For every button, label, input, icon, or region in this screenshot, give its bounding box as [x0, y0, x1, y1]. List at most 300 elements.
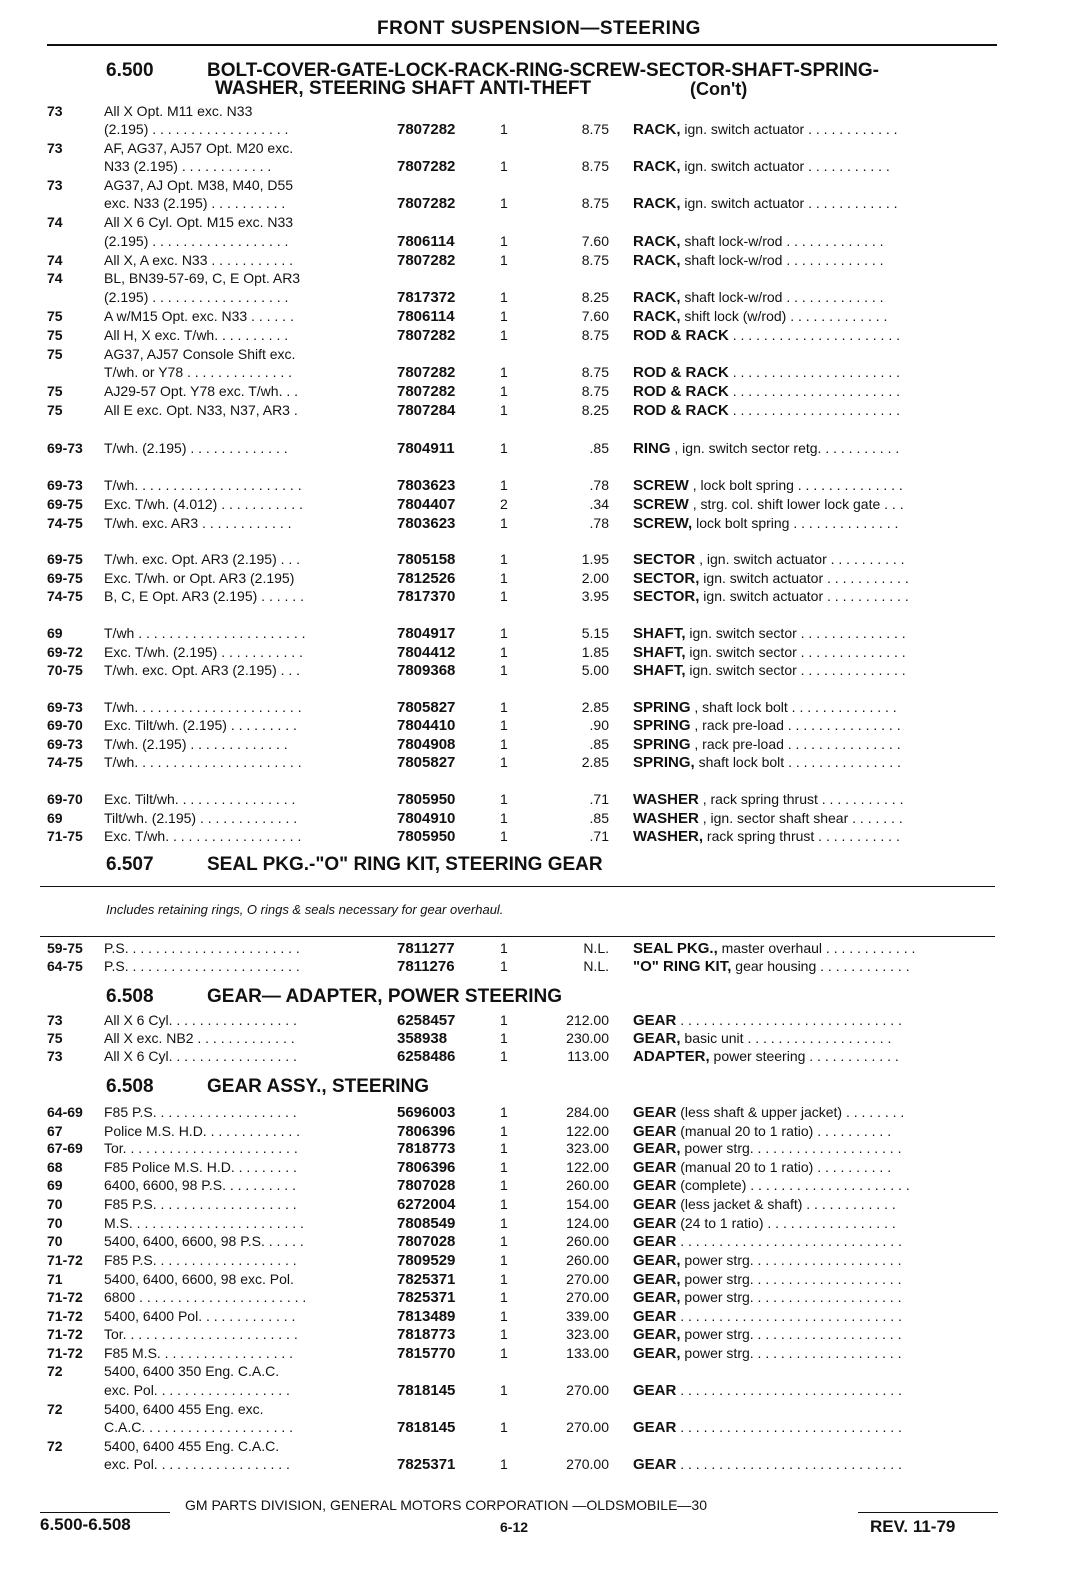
part-name: GEAR — [633, 1177, 677, 1194]
price: .34 — [589, 496, 609, 512]
part-number: 7804412 — [397, 644, 456, 661]
part-description — [633, 550, 905, 569]
model-year: 71-72 — [47, 1308, 83, 1324]
quantity: 1 — [500, 440, 508, 456]
parts-row — [0, 1139, 1078, 1158]
part-number: 7818773 — [397, 1140, 456, 1157]
part-name: GEAR — [633, 1159, 677, 1176]
part-detail: gear housing . . . . . . . . . . . . — [731, 958, 910, 974]
parts-row — [0, 439, 1078, 458]
parts-row — [0, 213, 1078, 232]
price: .90 — [589, 717, 609, 733]
application: (2.195) . . . . . . . . . . . . . . . . . . — [104, 121, 289, 137]
quantity: 1 — [500, 1196, 508, 1212]
quantity: 1 — [500, 383, 508, 399]
parts-row — [0, 307, 1078, 326]
parts-row — [0, 1288, 1078, 1307]
section-number: 6.500 — [106, 60, 154, 81]
model-year: 70 — [47, 1196, 63, 1212]
price: 270.00 — [566, 1289, 609, 1305]
part-detail: . . . . . . . . . . . . . . . . . . . . . . . . . . . . . — [676, 1012, 902, 1028]
part-detail: rack spring thrust . . . . . . . . . . . — [703, 828, 900, 844]
parts-row — [0, 1344, 1078, 1363]
quantity: 1 — [500, 1326, 508, 1342]
application: Exc. T/wh. (2.195) . . . . . . . . . . . — [104, 644, 303, 660]
application: 6400, 6600, 98 P.S. . . . . . . . . . — [104, 1177, 296, 1193]
part-name: SHAFT, — [633, 644, 686, 661]
section-title-line2: WASHER, STEERING SHAFT ANTI-THEFT — [215, 78, 592, 99]
part-number: 7804407 — [397, 496, 456, 513]
part-description — [633, 439, 899, 458]
quantity: 1 — [500, 551, 508, 567]
application: T/wh . . . . . . . . . . . . . . . . . . . . . . — [104, 625, 306, 641]
quantity: 1 — [500, 754, 508, 770]
price: N.L. — [583, 940, 609, 956]
part-detail: . . . . . . . . . . . . . . . . . . . . . . . . . . . . . — [676, 1233, 902, 1249]
application: 5400, 6400 Pol. . . . . . . . . . . . . — [104, 1308, 296, 1324]
price: 270.00 — [566, 1456, 609, 1472]
model-year: 71-72 — [47, 1289, 83, 1305]
application: 5400, 6400 350 Eng. C.A.C. — [104, 1363, 280, 1379]
model-year: 69-73 — [47, 440, 83, 456]
part-detail: power strg. . . . . . . . . . . . . . . . . . . . — [680, 1345, 902, 1361]
parts-row — [0, 809, 1078, 828]
price: 8.75 — [581, 252, 609, 268]
part-detail: ign. switch actuator . . . . . . . . . . . . — [680, 121, 898, 137]
quantity: 1 — [500, 158, 508, 174]
part-name: ROD & RACK — [633, 327, 729, 344]
model-year: 75 — [47, 402, 63, 418]
application: Tor. . . . . . . . . . . . . . . . . . . . . . . — [104, 1326, 298, 1342]
part-number: 7806396 — [397, 1123, 456, 1140]
part-number: 7804410 — [397, 717, 456, 734]
quantity: 1 — [500, 736, 508, 752]
part-detail: . . . . . . . . . . . . . . . . . . . . . . — [728, 327, 900, 343]
parts-row — [0, 1325, 1078, 1344]
parts-row — [0, 495, 1078, 514]
application: T/wh. . . . . . . . . . . . . . . . . . . . . . — [104, 754, 302, 770]
price: 270.00 — [566, 1271, 609, 1287]
part-number: 7807282 — [397, 121, 456, 138]
model-year: 69-72 — [47, 644, 83, 660]
part-description — [633, 716, 901, 735]
part-description — [633, 827, 900, 846]
part-description — [633, 476, 903, 495]
part-number: 7807028 — [397, 1233, 456, 1250]
part-description — [633, 1139, 901, 1158]
part-detail: , rack pre-load . . . . . . . . . . . . . . . — [690, 736, 901, 752]
part-name: GEAR — [633, 1104, 677, 1121]
model-year: 73 — [47, 103, 63, 119]
application: AG37, AJ Opt. M38, M40, D55 — [104, 177, 294, 193]
application: exc. Pol. . . . . . . . . . . . . . . . . . — [104, 1382, 290, 1398]
quantity: 1 — [500, 810, 508, 826]
model-year: 69-75 — [47, 551, 83, 567]
part-description — [633, 1344, 901, 1363]
section-number: 6.508 — [106, 986, 154, 1007]
page-header-title: FRONT SUSPENSION—STEERING — [377, 18, 701, 39]
part-detail: . . . . . . . . . . . . . . . . . . . . . . . . . . . . . — [676, 1419, 902, 1435]
part-description — [633, 624, 906, 643]
part-name: ROD & RACK — [633, 402, 729, 419]
quantity: 1 — [500, 402, 508, 418]
quantity: 1 — [500, 958, 508, 974]
model-year: 67 — [47, 1123, 63, 1139]
part-name: GEAR, — [633, 1252, 681, 1269]
application: T/wh. . . . . . . . . . . . . . . . . . . . . . — [104, 699, 302, 715]
quantity: 1 — [500, 327, 508, 343]
part-name: RING — [633, 440, 671, 457]
part-description — [633, 1288, 901, 1307]
parts-row — [0, 735, 1078, 754]
part-description — [633, 307, 887, 326]
part-detail: , rack pre-load . . . . . . . . . . . . . . . — [690, 717, 901, 733]
price: 323.00 — [566, 1326, 609, 1342]
part-number: 7807282 — [397, 252, 456, 269]
part-description — [633, 587, 909, 606]
part-number: 7805950 — [397, 828, 456, 845]
part-description — [633, 1325, 901, 1344]
model-year: 74 — [47, 270, 63, 286]
application: Exc. T/wh. or Opt. AR3 (2.195) — [104, 570, 295, 586]
price: 122.00 — [566, 1159, 609, 1175]
quantity: 1 — [500, 1289, 508, 1305]
price: 113.00 — [567, 1048, 609, 1064]
part-description — [633, 790, 903, 809]
price: 260.00 — [566, 1233, 609, 1249]
part-description — [633, 1270, 901, 1289]
quantity: 1 — [500, 717, 508, 733]
parts-row — [0, 1195, 1078, 1214]
model-year: 59-75 — [47, 940, 83, 956]
model-year: 74-75 — [47, 754, 83, 770]
parts-row — [0, 698, 1078, 717]
quantity: 1 — [500, 1104, 508, 1120]
application: All E exc. Opt. N33, N37, AR3 . — [104, 402, 298, 418]
quantity: 1 — [500, 644, 508, 660]
part-detail: power steering . . . . . . . . . . . . — [709, 1048, 899, 1064]
quantity: 1 — [500, 828, 508, 844]
part-name: RACK, — [633, 195, 681, 212]
section-continued: (Con't) — [690, 79, 748, 99]
application: P.S. . . . . . . . . . . . . . . . . . . . . . . — [104, 958, 300, 974]
price: .85 — [589, 440, 609, 456]
part-detail: ign. switch sector . . . . . . . . . . . . . . — [685, 625, 906, 641]
application: All H, X exc. T/wh. . . . . . . . . . — [104, 327, 289, 343]
part-description — [633, 1195, 896, 1214]
part-number: 7825371 — [397, 1456, 456, 1473]
application: AJ29-57 Opt. Y78 exc. T/wh. . . — [104, 383, 299, 399]
parts-row — [0, 157, 1078, 176]
quantity: 1 — [500, 1252, 508, 1268]
model-year: 73 — [47, 140, 63, 156]
model-year: 71 — [47, 1271, 63, 1287]
parts-row — [0, 120, 1078, 139]
header-rule — [47, 44, 997, 46]
part-number: 7825371 — [397, 1271, 456, 1288]
part-description — [633, 1232, 902, 1251]
application: (2.195) . . . . . . . . . . . . . . . . . . — [104, 289, 289, 305]
part-description — [633, 1047, 899, 1066]
part-detail: power strg. . . . . . . . . . . . . . . . . . . . — [680, 1271, 902, 1287]
part-detail: ign. switch actuator . . . . . . . . . . . — [699, 570, 909, 586]
section-number: 6.508 — [106, 1076, 154, 1097]
quantity: 1 — [500, 1123, 508, 1139]
part-number: 6272004 — [397, 1196, 456, 1213]
application: P.S. . . . . . . . . . . . . . . . . . . . . . . — [104, 940, 300, 956]
part-detail: . . . . . . . . . . . . . . . . . . . . . . . . . . . . . — [676, 1382, 902, 1398]
quantity: 1 — [500, 1308, 508, 1324]
model-year: 72 — [47, 1363, 63, 1379]
part-number: 6258457 — [397, 1012, 456, 1029]
quantity: 1 — [500, 1419, 508, 1435]
part-detail: (24 to 1 ratio) . . . . . . . . . . . . . . . . . — [676, 1215, 896, 1231]
part-detail: . . . . . . . . . . . . . . . . . . . . . . — [728, 402, 900, 418]
part-number: 7812526 — [397, 570, 456, 587]
part-number: 7803623 — [397, 477, 456, 494]
parts-row — [0, 382, 1078, 401]
parts-row — [0, 753, 1078, 772]
part-number: 7807282 — [397, 383, 456, 400]
model-year: 64-69 — [47, 1104, 83, 1120]
part-detail: , shaft lock bolt . . . . . . . . . . . . . . — [690, 699, 897, 715]
part-number: 6258486 — [397, 1048, 456, 1065]
model-year: 72 — [47, 1438, 63, 1454]
part-detail: master overhaul . . . . . . . . . . . . — [717, 940, 916, 956]
part-detail: shaft lock-w/rod . . . . . . . . . . . . . — [680, 252, 884, 268]
quantity: 1 — [500, 1012, 508, 1028]
parts-row — [0, 1047, 1078, 1066]
price: 133.00 — [566, 1345, 609, 1361]
part-description — [633, 1381, 902, 1400]
part-name: SPRING — [633, 717, 691, 734]
parts-row — [0, 1362, 1078, 1381]
part-description — [633, 1214, 896, 1233]
part-number: 7805950 — [397, 791, 456, 808]
application: exc. Pol. . . . . . . . . . . . . . . . . . — [104, 1456, 290, 1472]
part-detail: , ign. switch actuator . . . . . . . . . . — [695, 551, 905, 567]
price: 8.25 — [581, 289, 609, 305]
quantity: 2 — [500, 496, 508, 512]
part-name: GEAR, — [633, 1289, 681, 1306]
quantity: 1 — [500, 1215, 508, 1231]
part-name: SPRING — [633, 699, 691, 716]
footer-right-rule — [858, 1512, 998, 1513]
part-detail: . . . . . . . . . . . . . . . . . . . . . . — [728, 383, 900, 399]
part-number: 7815770 — [397, 1345, 456, 1362]
application: (2.195) . . . . . . . . . . . . . . . . . . — [104, 233, 289, 249]
part-name: SHAFT, — [633, 662, 686, 679]
price: 2.85 — [581, 699, 609, 715]
application: Exc. Tilt/wh. (2.195) . . . . . . . . . — [104, 717, 297, 733]
part-detail: (complete) . . . . . . . . . . . . . . . . . . . . . — [676, 1177, 910, 1193]
part-name: GEAR — [633, 1456, 677, 1473]
application: All X exc. NB2 . . . . . . . . . . . . . — [104, 1030, 295, 1046]
part-name: GEAR, — [633, 1030, 681, 1047]
model-year: 71-72 — [47, 1252, 83, 1268]
part-description — [633, 120, 898, 139]
part-description — [633, 1011, 902, 1030]
application: N33 (2.195) . . . . . . . . . . . . — [104, 158, 272, 174]
model-year: 74-75 — [47, 588, 83, 604]
part-description — [633, 1307, 902, 1326]
model-year: 75 — [47, 308, 63, 324]
quantity: 1 — [500, 625, 508, 641]
part-number: 7806396 — [397, 1159, 456, 1176]
part-name: ROD & RACK — [633, 364, 729, 381]
price: .85 — [589, 736, 609, 752]
part-detail: ign. switch sector . . . . . . . . . . . . . . — [685, 644, 906, 660]
part-name: GEAR — [633, 1382, 677, 1399]
quantity: 1 — [500, 289, 508, 305]
quantity: 1 — [500, 121, 508, 137]
part-description — [633, 194, 898, 213]
application: F85 Police M.S. H.D. . . . . . . . . — [104, 1159, 297, 1175]
model-year: 69-73 — [47, 477, 83, 493]
quantity: 1 — [500, 195, 508, 211]
parts-row — [0, 1455, 1078, 1474]
part-description — [633, 288, 884, 307]
part-number: 7818145 — [397, 1419, 456, 1436]
quantity: 1 — [500, 791, 508, 807]
part-name: GEAR, — [633, 1326, 681, 1343]
part-name: ADAPTER, — [633, 1048, 710, 1065]
parts-row — [0, 269, 1078, 288]
parts-row — [0, 587, 1078, 606]
application: T/wh. exc. AR3 . . . . . . . . . . . . — [104, 515, 292, 531]
part-number: 7805827 — [397, 699, 456, 716]
model-year: 69-75 — [47, 496, 83, 512]
part-number: 7818773 — [397, 1326, 456, 1343]
part-number: 358938 — [397, 1030, 448, 1047]
part-number: 7807282 — [397, 158, 456, 175]
section-note: Includes retaining rings, O rings & seals necessary for gear overhaul. — [106, 902, 504, 917]
application: AF, AG37, AJ57 Opt. M20 exc. — [104, 140, 294, 156]
part-detail: lock bolt spring . . . . . . . . . . . . . . — [692, 515, 899, 531]
price: .71 — [589, 828, 609, 844]
part-detail: shift lock (w/rod) . . . . . . . . . . . . . — [680, 308, 888, 324]
parts-row — [0, 1176, 1078, 1195]
model-year: 71-72 — [47, 1345, 83, 1361]
parts-row — [0, 550, 1078, 569]
parts-row — [0, 176, 1078, 195]
model-year: 73 — [47, 177, 63, 193]
model-year: 74-75 — [47, 515, 83, 531]
part-number: 7818145 — [397, 1382, 456, 1399]
parts-row — [0, 1251, 1078, 1270]
price: .78 — [589, 477, 609, 493]
part-detail: . . . . . . . . . . . . . . . . . . . . . . — [728, 364, 900, 380]
price: 7.60 — [581, 233, 609, 249]
note-top-rule — [40, 886, 995, 887]
application: F85 P.S. . . . . . . . . . . . . . . . . . . — [104, 1196, 297, 1212]
part-description — [633, 157, 890, 176]
part-name: RACK, — [633, 121, 681, 138]
price: 8.25 — [581, 402, 609, 418]
part-number: 7808549 — [397, 1215, 456, 1232]
application: T/wh. . . . . . . . . . . . . . . . . . . . . . — [104, 477, 302, 493]
price: .71 — [589, 791, 609, 807]
price: 323.00 — [566, 1140, 609, 1156]
part-name: GEAR — [633, 1233, 677, 1250]
application: M.S. . . . . . . . . . . . . . . . . . . . . . . — [104, 1215, 304, 1231]
part-name: WASHER — [633, 810, 699, 827]
part-detail: shaft lock bolt . . . . . . . . . . . . . . . — [694, 754, 901, 770]
part-description — [633, 1251, 901, 1270]
model-year: 69 — [47, 810, 63, 826]
part-detail: , lock bolt spring . . . . . . . . . . . . . . — [688, 477, 903, 493]
part-description — [633, 1176, 910, 1195]
part-name: SHAFT, — [633, 625, 686, 642]
part-detail: power strg. . . . . . . . . . . . . . . . . . . . — [680, 1289, 902, 1305]
note-bottom-rule — [40, 936, 995, 937]
application: All X 6 Cyl. Opt. M15 exc. N33 — [104, 214, 294, 230]
quantity: 1 — [500, 1233, 508, 1249]
price: .85 — [589, 810, 609, 826]
part-description — [633, 495, 904, 514]
part-name: SECTOR, — [633, 588, 700, 605]
model-year: 74 — [47, 252, 63, 268]
price: 154.00 — [566, 1196, 609, 1212]
part-name: ROD & RACK — [633, 383, 729, 400]
part-name: GEAR — [633, 1308, 677, 1325]
part-description — [633, 514, 898, 533]
part-description — [633, 939, 915, 958]
part-name: SECTOR — [633, 551, 696, 568]
price: 8.75 — [581, 158, 609, 174]
parts-row — [0, 790, 1078, 809]
part-description — [633, 753, 901, 772]
part-detail: power strg. . . . . . . . . . . . . . . . . . . . — [680, 1140, 902, 1156]
footer-left-rule — [40, 1512, 170, 1513]
price: 8.75 — [581, 364, 609, 380]
application: B, C, E Opt. AR3 (2.195) . . . . . . — [104, 588, 304, 604]
application: All X, A exc. N33 . . . . . . . . . . . — [104, 252, 294, 268]
quantity: 1 — [500, 588, 508, 604]
model-year: 70 — [47, 1233, 63, 1249]
quantity: 1 — [500, 1456, 508, 1472]
application: Exc. Tilt/wh. . . . . . . . . . . . . . . . — [104, 791, 296, 807]
application: 5400, 6400 455 Eng. C.A.C. — [104, 1438, 280, 1454]
quantity: 1 — [500, 699, 508, 715]
model-year: 69-73 — [47, 736, 83, 752]
part-number: 7805158 — [397, 551, 456, 568]
part-detail: ign. switch actuator . . . . . . . . . . . — [699, 588, 909, 604]
model-year: 67-69 — [47, 1140, 83, 1156]
quantity: 1 — [500, 1048, 508, 1064]
price: 260.00 — [566, 1177, 609, 1193]
parts-row — [0, 1270, 1078, 1289]
application: 5400, 6400, 6600, 98 exc. Pol. — [104, 1271, 294, 1287]
parts-row — [0, 1437, 1078, 1456]
application: 5400, 6400, 6600, 98 P.S. . . . . . — [104, 1233, 304, 1249]
part-description — [633, 957, 910, 976]
model-year: 69 — [47, 1177, 63, 1193]
part-description — [633, 1158, 891, 1177]
application: Exc. T/wh. (4.012) . . . . . . . . . . . — [104, 496, 303, 512]
part-description — [633, 735, 901, 754]
part-name: GEAR, — [633, 1271, 681, 1288]
price: 212.00 — [566, 1012, 609, 1028]
part-detail: (manual 20 to 1 ratio) . . . . . . . . . . — [676, 1159, 892, 1175]
part-description — [633, 569, 909, 588]
part-detail: , rack spring thrust . . . . . . . . . . . — [698, 791, 904, 807]
part-detail: , strg. col. shift lower lock gate . . . — [688, 496, 904, 512]
model-year: 70-75 — [47, 662, 83, 678]
price: .78 — [589, 515, 609, 531]
part-name: RACK, — [633, 252, 681, 269]
application: F85 P.S. . . . . . . . . . . . . . . . . . . — [104, 1104, 297, 1120]
